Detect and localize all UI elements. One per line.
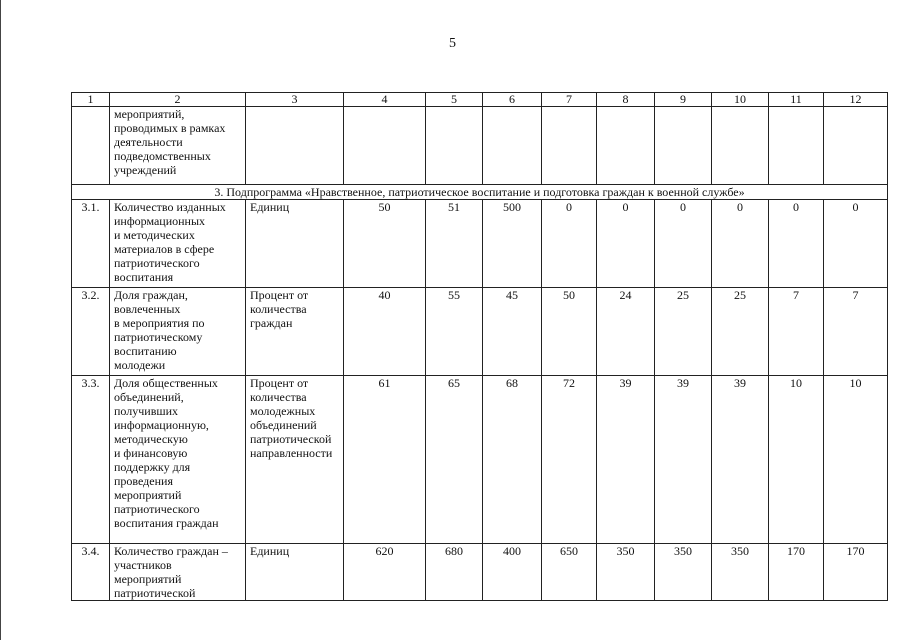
- header-col-11: 11: [769, 93, 824, 107]
- value-col-8: 0: [597, 200, 655, 288]
- value-col-12: 10: [824, 376, 888, 544]
- indicator-name-line: участников: [114, 558, 172, 572]
- page-left-edge: [0, 0, 1, 640]
- empty-cell: [542, 107, 597, 185]
- header-col-3: 3: [246, 93, 344, 107]
- empty-cell: [655, 107, 712, 185]
- empty-cell: [824, 107, 888, 185]
- header-col-7: 7: [542, 93, 597, 107]
- value-col-12: 7: [824, 288, 888, 376]
- indicator-name-line: материалов в сфере: [114, 242, 215, 256]
- indicator-name-line: подведомственных: [114, 149, 211, 163]
- unit-of-measure-line: патриотической: [250, 432, 332, 446]
- row-number: 3.2.: [72, 288, 110, 376]
- empty-cell: [712, 107, 769, 185]
- continuation-row: [72, 107, 888, 185]
- indicator-name-line: поддержку для: [114, 460, 191, 474]
- value-col-10: 0: [712, 200, 769, 288]
- unit-of-measure-line: направленности: [250, 446, 333, 460]
- indicator-name-line: информационных: [114, 214, 206, 228]
- value-col-6: 45: [483, 288, 542, 376]
- unit-of-measure: [246, 200, 344, 288]
- page-number: 5: [449, 36, 456, 51]
- indicator-name-line: Доля общественных: [114, 376, 218, 390]
- value-col-11: 7: [769, 288, 824, 376]
- header-col-4: 4: [344, 93, 426, 107]
- value-col-5: 55: [426, 288, 483, 376]
- header-col-8: 8: [597, 93, 655, 107]
- indicator-name-line: методическую: [114, 432, 188, 446]
- indicator-name-line: и финансовую: [114, 446, 188, 460]
- indicator-name-line: воспитания граждан: [114, 516, 219, 530]
- value-col-6: 500: [483, 200, 542, 288]
- header-col-5: 5: [426, 93, 483, 107]
- indicator-name-line: патриотического: [114, 256, 200, 270]
- header-col-6: 6: [483, 93, 542, 107]
- header-col-1: 1: [72, 93, 110, 107]
- unit-of-measure-line: объединений: [250, 418, 317, 432]
- value-col-11: 10: [769, 376, 824, 544]
- value-col-7: 72: [542, 376, 597, 544]
- value-col-7: 650: [542, 544, 597, 601]
- value-col-9: 350: [655, 544, 712, 601]
- value-col-11: 0: [769, 200, 824, 288]
- unit-of-measure-line: Процент от: [250, 376, 309, 390]
- empty-cell: [769, 107, 824, 185]
- indicator-name-line: Количество граждан –: [114, 544, 228, 558]
- value-col-8: 350: [597, 544, 655, 601]
- indicator-name-line: мероприятий: [114, 488, 182, 502]
- unit-of-measure-line: Единиц: [250, 544, 290, 558]
- indicator-name-line: Доля граждан,: [114, 288, 188, 302]
- indicator-name-line: патриотической: [114, 586, 196, 600]
- unit-of-measure-line: Единиц: [250, 200, 290, 214]
- value-col-11: 170: [769, 544, 824, 601]
- header-col-10: 10: [712, 93, 769, 107]
- indicator-name-line: патриотическому: [114, 330, 203, 344]
- value-col-4: 40: [344, 288, 426, 376]
- indicator-name-line: учреждений: [114, 163, 177, 177]
- unit-of-measure-line: количества: [250, 390, 307, 404]
- indicator-name-line: в мероприятия по: [114, 316, 205, 330]
- unit-of-measure-line: молодежных: [250, 404, 316, 418]
- empty-cell: [483, 107, 542, 185]
- header-row: [72, 93, 888, 107]
- indicator-name-line: воспитанию: [114, 344, 177, 358]
- unit-of-measure: [246, 288, 344, 376]
- indicator-name: [110, 376, 246, 544]
- indicator-name: [110, 544, 246, 601]
- row-number: 3.3.: [72, 376, 110, 544]
- indicator-name-line: информационную,: [114, 418, 209, 432]
- subprogram-row: [72, 185, 888, 200]
- value-col-5: 65: [426, 376, 483, 544]
- header-col-2: 2: [110, 93, 246, 107]
- unit-of-measure-line: Процент от: [250, 288, 309, 302]
- indicator-name-line: молодежи: [114, 358, 166, 372]
- unit-of-measure-line: граждан: [250, 316, 293, 330]
- table-row: [72, 200, 888, 288]
- value-col-12: 170: [824, 544, 888, 601]
- unit-of-measure-line: количества: [250, 302, 307, 316]
- table-row: [72, 376, 888, 544]
- indicator-name: [110, 107, 246, 185]
- table-row: [72, 288, 888, 376]
- value-col-6: 400: [483, 544, 542, 601]
- value-col-5: 680: [426, 544, 483, 601]
- value-col-7: 50: [542, 288, 597, 376]
- unit-of-measure: [246, 376, 344, 544]
- indicator-name-line: объединений,: [114, 390, 184, 404]
- indicator-name-line: Количество изданных: [114, 200, 226, 214]
- row-number: [72, 107, 110, 185]
- indicator-name-line: получивших: [114, 404, 179, 418]
- indicator-name-line: проводимых в рамках: [114, 121, 226, 135]
- indicator-name-line: проведения: [114, 474, 173, 488]
- value-col-4: 50: [344, 200, 426, 288]
- header-col-9: 9: [655, 93, 712, 107]
- indicator-name: [110, 200, 246, 288]
- value-col-10: 25: [712, 288, 769, 376]
- table-row: [72, 544, 888, 601]
- indicators-table: [71, 92, 888, 601]
- unit-of-measure: [246, 544, 344, 601]
- row-number: 3.1.: [72, 200, 110, 288]
- value-col-4: 620: [344, 544, 426, 601]
- value-col-6: 68: [483, 376, 542, 544]
- empty-cell: [597, 107, 655, 185]
- value-col-5: 51: [426, 200, 483, 288]
- value-col-8: 24: [597, 288, 655, 376]
- indicator-name-line: воспитания: [114, 270, 174, 284]
- value-col-9: 0: [655, 200, 712, 288]
- indicator-name-line: вовлеченных: [114, 302, 181, 316]
- empty-cell: [344, 107, 426, 185]
- indicator-name-line: мероприятий: [114, 572, 182, 586]
- indicator-name-line: и методических: [114, 228, 195, 242]
- value-col-7: 0: [542, 200, 597, 288]
- value-col-9: 25: [655, 288, 712, 376]
- value-col-9: 39: [655, 376, 712, 544]
- empty-cell: [426, 107, 483, 185]
- empty-cell: [246, 107, 344, 185]
- subprogram-title: 3. Подпрограмма «Нравственное, патриотическое воспитание и подготовка граждан к военной службе»: [72, 185, 888, 200]
- value-col-4: 61: [344, 376, 426, 544]
- indicator-name: [110, 288, 246, 376]
- indicator-name-line: деятельности: [114, 135, 183, 149]
- row-number: 3.4.: [72, 544, 110, 601]
- header-col-12: 12: [824, 93, 888, 107]
- indicator-name-line: патриотического: [114, 502, 200, 516]
- indicator-name-line: мероприятий,: [114, 107, 185, 121]
- value-col-12: 0: [824, 200, 888, 288]
- value-col-10: 39: [712, 376, 769, 544]
- value-col-8: 39: [597, 376, 655, 544]
- value-col-10: 350: [712, 544, 769, 601]
